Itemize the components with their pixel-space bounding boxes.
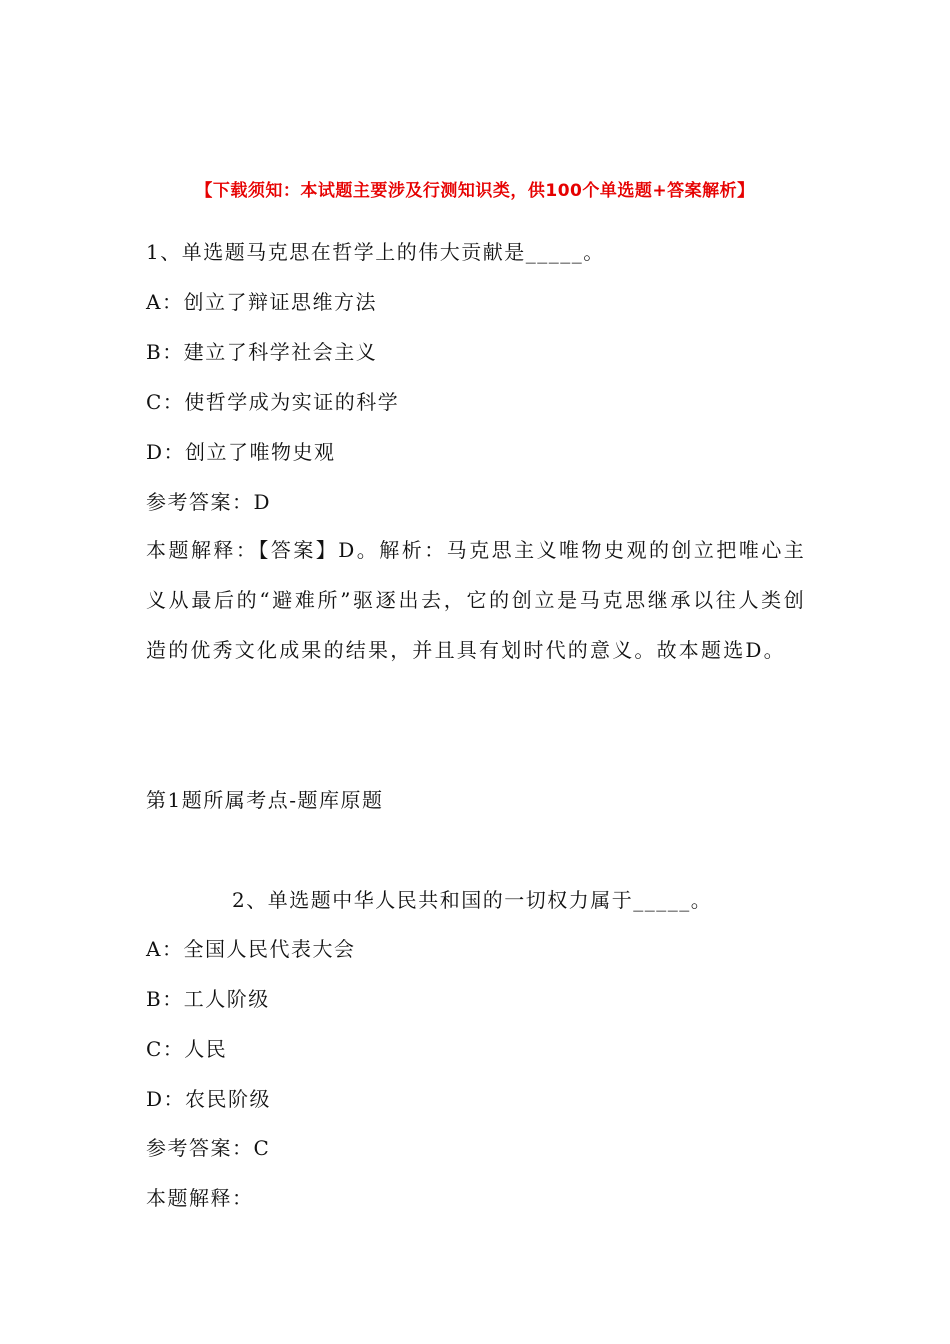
question-2-option-c: C：人民 [146, 1037, 228, 1061]
question-1-option-c: C：使哲学成为实证的科学 [146, 390, 400, 414]
question-2-option-b: B：工人阶级 [146, 987, 270, 1011]
question-1-option-d: D：创立了唯物史观 [146, 440, 336, 464]
question-2-explanation: 本题解释： [146, 1186, 254, 1210]
question-2-option-a: A：全国人民代表大会 [146, 937, 356, 961]
question-2-stem: 2、单选题中华人民共和国的一切权力属于_____。 [232, 888, 713, 912]
question-1-explanation: 本题解释：【答案】D。解析：马克思主义唯物史观的创立把唯心主义从最后的“避难所”驱逐出去，它的创立是马克思继承以往人类创造的优秀文化成果的结果，并且具有划时代的意义。故本题选D。 [146, 538, 806, 662]
question-1-option-a: A：创立了辩证思维方法 [146, 290, 377, 314]
question-1-stem: 1、单选题马克思在哲学上的伟大贡献是_____。 [146, 240, 605, 264]
question-1-answer: 参考答案：D [146, 490, 272, 514]
question-2-answer: 参考答案：C [146, 1136, 271, 1160]
question-1-topic: 第1题所属考点-题库原题 [146, 788, 384, 812]
question-1-option-b: B：建立了科学社会主义 [146, 340, 378, 364]
question-2-option-d: D：农民阶级 [146, 1087, 272, 1111]
download-notice: 【下载须知：本试题主要涉及行测知识类，供100个单选题+答案解析】 [195, 181, 755, 201]
